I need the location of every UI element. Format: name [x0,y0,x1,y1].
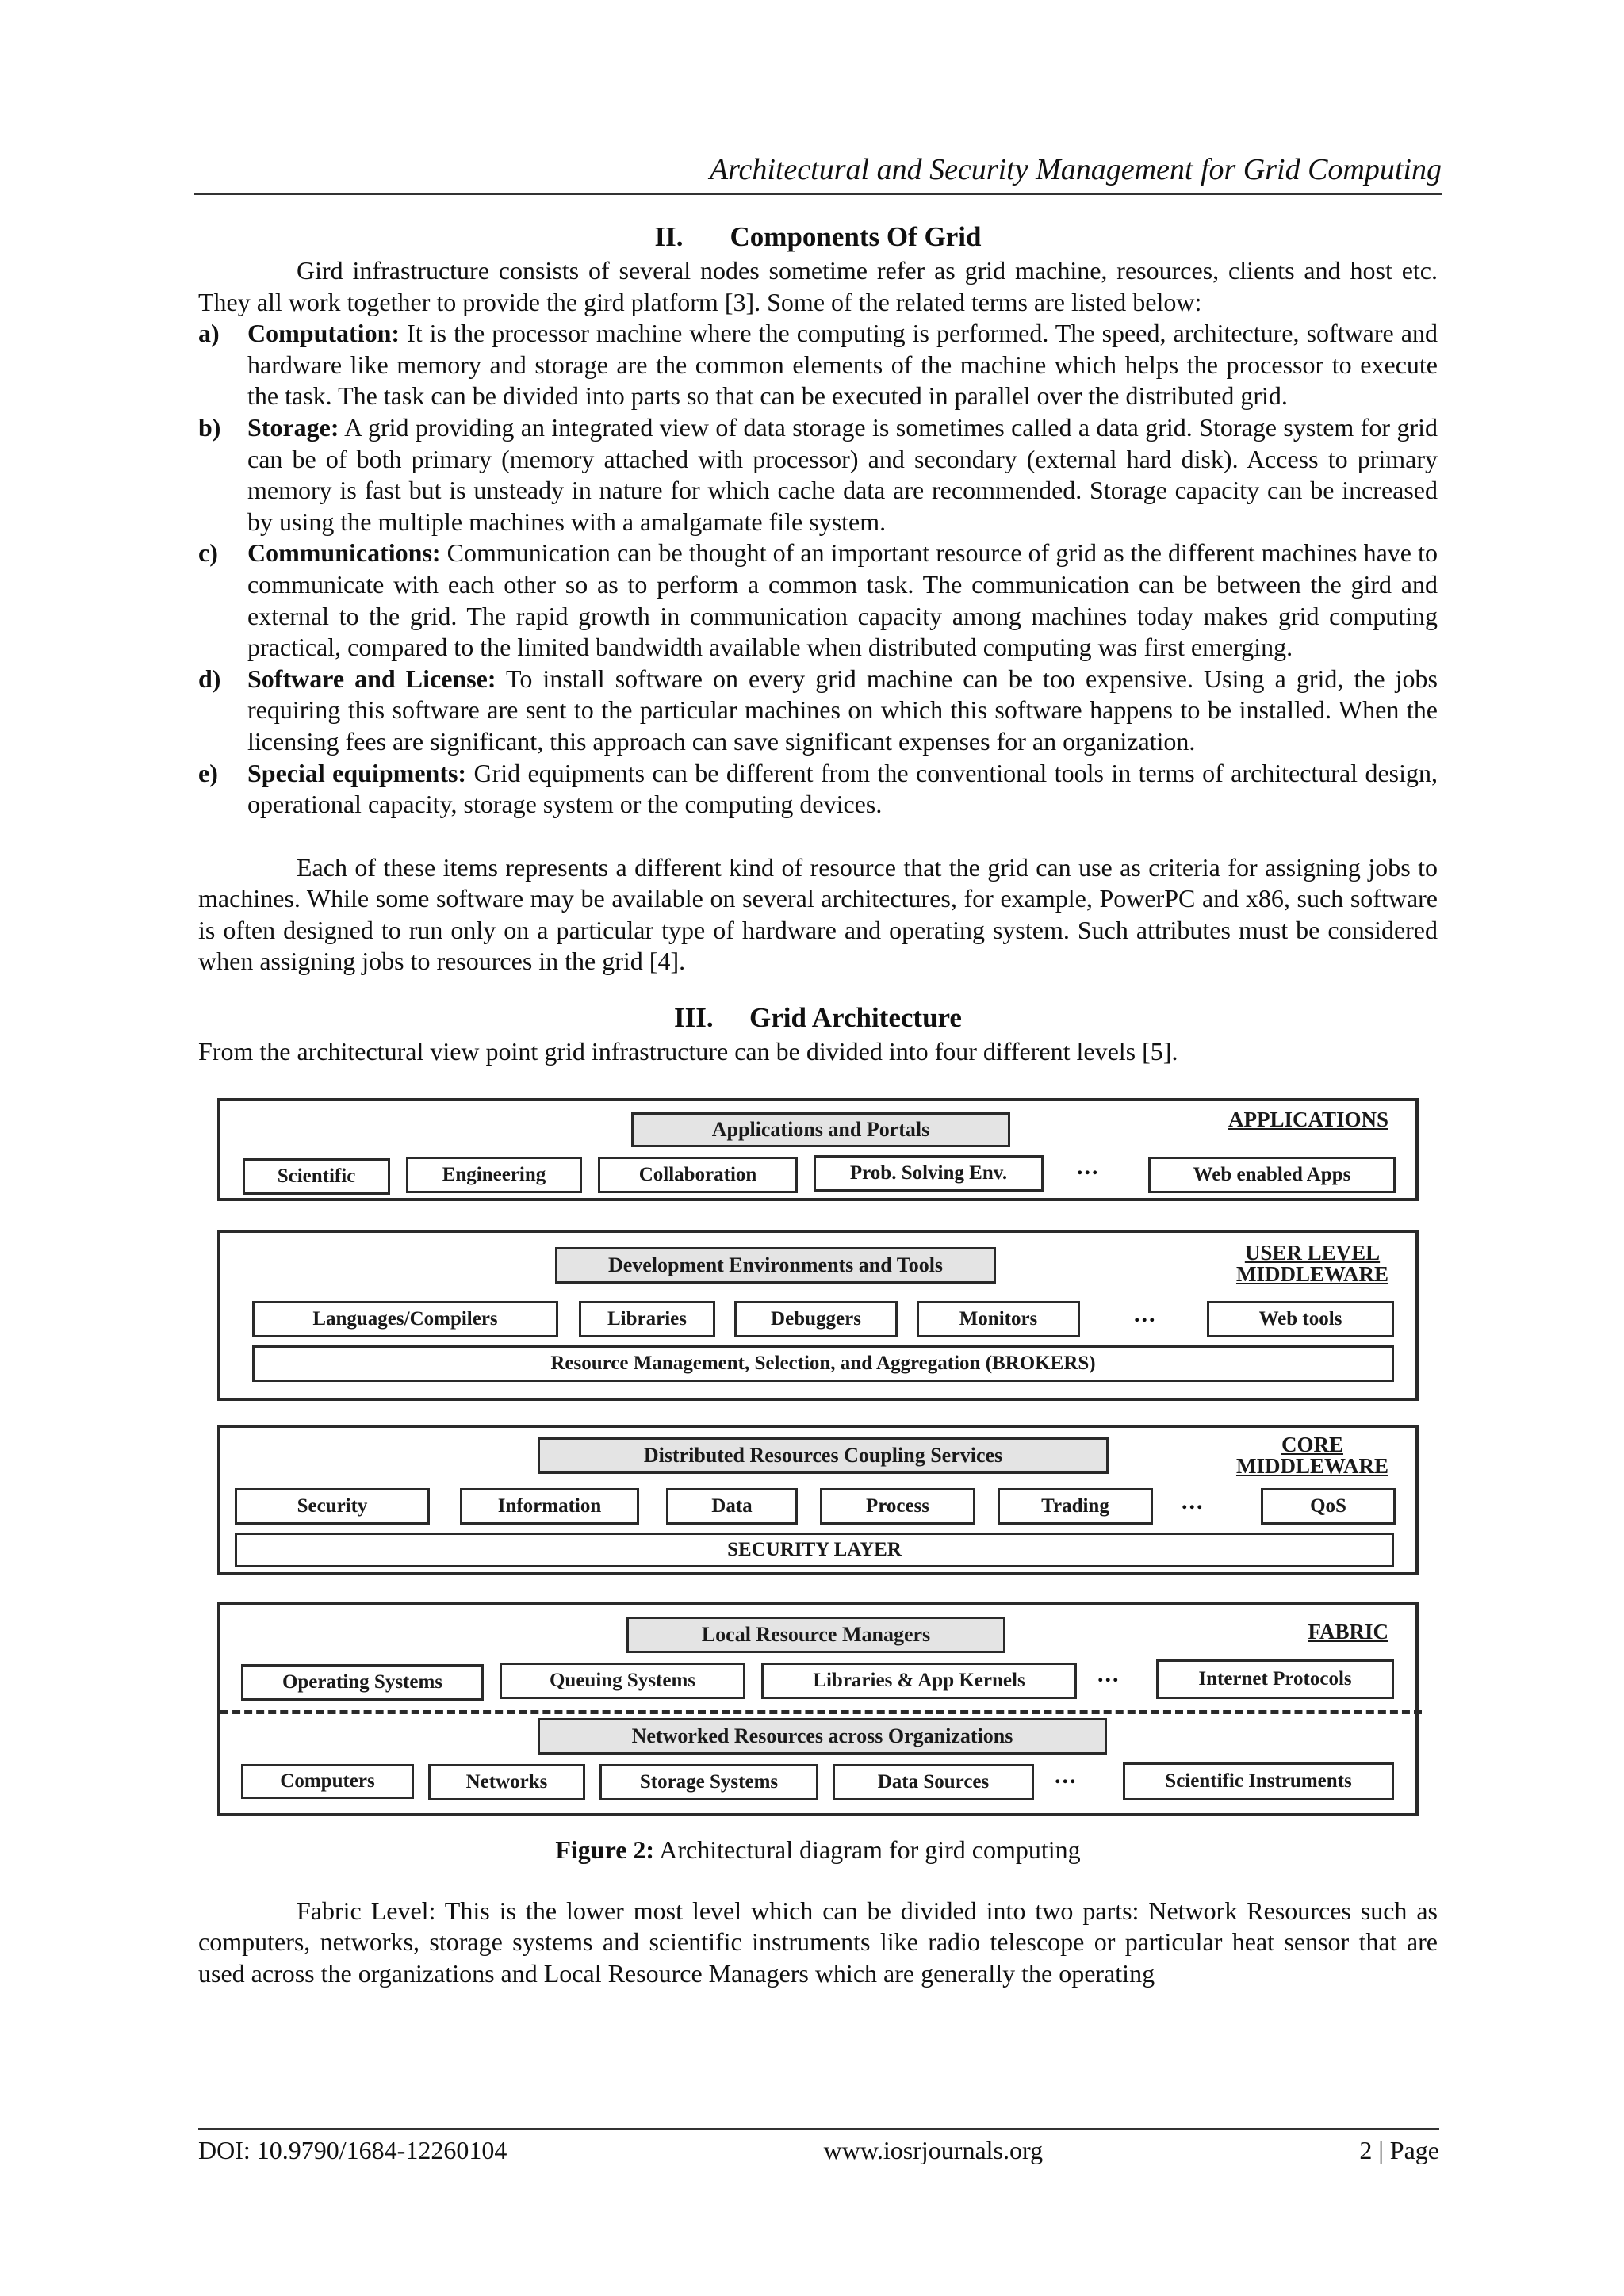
storage-systems-box: Storage Systems [599,1764,818,1800]
computers-box: Computers [241,1764,414,1799]
item-text: A grid providing an integrated view of data storage is sometimes called a data grid. Storage system for grid can be of both primary (memory attached with processor) and secondary (external hard disk). Access to primary memory is fast but is unsteady in nature for which cache data are recommended. Storage capacity can be increased by using the multiple machines with a amalgamate file system. [247,412,1438,536]
section-2-title: Components Of Grid [730,221,982,252]
operating-systems-box: Operating Systems [241,1664,484,1701]
label-line: MIDDLEWARE [1235,1261,1388,1286]
core-middleware-label [1236,1434,1388,1477]
item-marker: b) [198,412,221,442]
scientific-box: Scientific [243,1158,390,1195]
fabric-level-paragraph: Fabric Level: This is the lower most level which can be divided into two parts: Network Resources such as computers, networks, storage systems and scientific instruments like radio telescope or particular heat sensor that are used across the organizations and Local Resource Managers which are generally the operating [198,1896,1438,1988]
queuing-systems-box: Queuing Systems [500,1663,745,1699]
label-line: USER LEVEL [1244,1240,1381,1265]
item-term: Communications: [247,538,441,568]
core-middleware-layer [217,1425,1419,1575]
debuggers-box: Debuggers [734,1301,898,1337]
page-body [198,219,1438,1989]
languages-compilers-box: Languages/Compilers [252,1301,558,1337]
label-line: CORE [1281,1432,1343,1456]
list-item [198,412,1438,538]
item-marker: a) [198,319,220,348]
footer-site: www.iosrjournals.org [823,2136,1044,2164]
section-3-number: III. [674,1002,714,1034]
networked-resources-title-box: Networked Resources across Organizations [538,1718,1107,1755]
list-item [198,318,1438,412]
engineering-box: Engineering [406,1157,582,1193]
collaboration-box: Collaboration [598,1157,798,1193]
brokers-bar: Resource Management, Selection, and Aggregation (BROKERS) [252,1345,1394,1382]
user-middleware-label [1236,1242,1388,1285]
fabric-layer [217,1602,1419,1816]
internet-protocols-box: Internet Protocols [1156,1659,1394,1699]
data-sources-box: Data Sources [833,1764,1034,1800]
ellipsis: ... [1055,1762,1078,1789]
applications-layer [217,1098,1419,1201]
footer-page-number: 2 | Page [1359,2136,1439,2164]
section-3-intro: From the architectural view point grid infrastructure can be divided into four different levels [5]. [198,1037,1178,1066]
libraries-app-kernels-box: Libraries & App Kernels [761,1663,1077,1699]
libraries-box: Libraries [579,1301,715,1337]
ellipsis: ... [1182,1487,1205,1514]
caption-text: Architectural diagram for gird computing [654,1835,1081,1864]
footer-doi: DOI: 10.9790/1684-12260104 [198,2136,508,2164]
item-term: Computation: [247,319,400,348]
section-2-intro: Gird infrastructure consists of several nodes sometime refer as grid machine, resources, clients and host etc. They all work together to provide the gird platform [3]. Some of the related terms are listed below: [198,256,1438,316]
monitors-box: Monitors [917,1301,1080,1337]
item-marker: d) [198,664,221,693]
data-box: Data [666,1488,798,1525]
item-text: Grid equipments can be different from the conventional tools in terms of architectural design, operational capacity, storage system or the computing devices. [247,758,1438,819]
item-text: To install software on every grid machine can be too expensive. Using a grid, the jobs requiring this software are sent to the particular machines on which this software happens to be installed. When the licensing fees are significant, this approach can save significant expenses for an organization. [247,664,1438,756]
section-3-title: Grid Architecture [749,1002,962,1034]
ellipsis: ... [1134,1300,1157,1327]
prob-solving-env-box: Prob. Solving Env. [814,1155,1044,1192]
components-list [198,318,1438,821]
item-term: Storage: [247,412,339,442]
section-2-number: II. [654,221,684,252]
applications-title-box: Applications and Portals [631,1112,1010,1147]
fabric-label: FABRIC [1308,1619,1388,1644]
item-text: It is the processor machine where the computing is performed. The speed, architecture, software and hardware like memory and storage are the common elements of the machine which helps the processor to execute the task. The task can be divided into parts so that can be executed in parallel over the distributed grid. [247,319,1438,411]
web-tools-box: Web tools [1207,1301,1394,1337]
running-header [194,151,1442,195]
scientific-instruments-box: Scientific Instruments [1123,1762,1394,1800]
networks-box: Networks [428,1764,585,1800]
dev-env-tools-title-box: Development Environments and Tools [555,1247,996,1284]
caption-label: Figure 2: [555,1835,655,1864]
list-item [198,758,1438,821]
page-footer [198,2128,1439,2168]
trading-box: Trading [998,1488,1153,1525]
section-2-closing: Each of these items represents a different kind of resource that the grid can use as criteria for assigning jobs to machines. While some software may be available on several architectures, for example, PowerPC and x86, such software is often designed to run only on a particular type of hardware and operating system. Such attributes must be considered when assigning jobs to resources in the grid [4]. [198,852,1438,976]
list-item [198,664,1438,758]
figure-caption [198,1834,1438,1866]
information-box: Information [460,1488,639,1525]
running-title: Architectural and Security Management for Grid Computing [709,153,1442,186]
user-middleware-layer [217,1230,1419,1401]
qos-box: QoS [1261,1488,1396,1525]
security-box: Security [235,1488,430,1525]
item-marker: c) [198,538,218,568]
item-term: Software and License: [247,664,496,693]
item-term: Special equipments: [247,758,467,787]
applications-label: APPLICATIONS [1228,1107,1388,1131]
item-text: Communication can be thought of an important resource of grid as the different machines have to communicate with each other so as to perform a common task. The communication can be between the gird and external to the grid. The rapid growth in communication capacity among machines today makes grid computing practical, compared to the limited bandwidth available when distributed computing was first emerging. [247,538,1438,662]
coupling-services-title-box: Distributed Resources Coupling Services [538,1437,1109,1474]
security-layer-bar: SECURITY LAYER [235,1533,1394,1567]
item-marker: e) [198,758,218,787]
ellipsis: ... [1097,1660,1120,1687]
list-item [198,538,1438,663]
ellipsis: ... [1077,1153,1100,1180]
process-box: Process [820,1488,975,1525]
section-2-heading [198,219,1438,255]
section-3-heading [198,1000,1438,1036]
web-enabled-apps-box: Web enabled Apps [1148,1157,1396,1193]
fabric-divider-line [220,1710,1422,1714]
architecture-diagram [217,1098,1419,1818]
local-resource-managers-title-box: Local Resource Managers [626,1617,1005,1653]
label-line: MIDDLEWARE [1235,1453,1388,1478]
